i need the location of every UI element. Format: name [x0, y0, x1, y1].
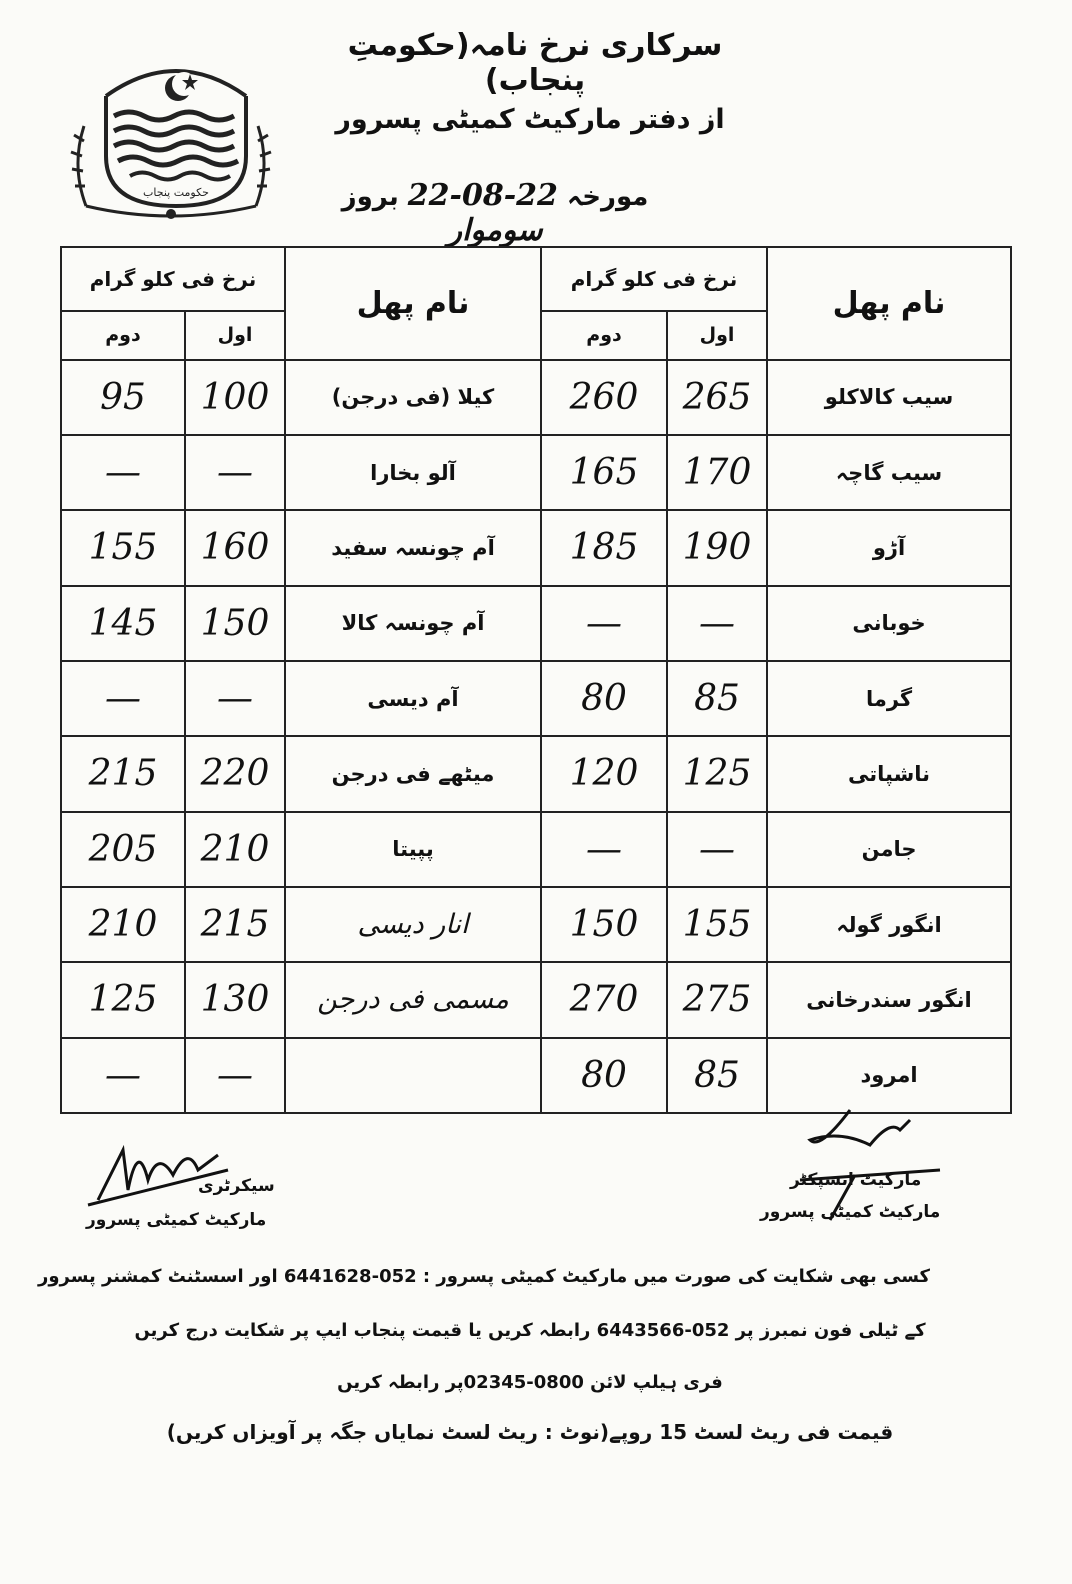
left-first-value: 100 [185, 360, 285, 435]
left-fruit-name: انار دیسی [285, 887, 541, 962]
right-first-header: اول [667, 311, 767, 359]
left-second-value: — [61, 435, 185, 510]
table-row [61, 736, 1011, 811]
table-row [61, 812, 1011, 887]
right-fruit-name: انگور سندرخانی [767, 962, 1011, 1037]
rate-table-body [61, 360, 1011, 1113]
right-first-value: 265 [667, 360, 767, 435]
right-fruit-name: انگور گولہ [767, 887, 1011, 962]
left-second-value: 95 [61, 360, 185, 435]
left-fruit-name: آم چونسہ کالا [285, 586, 541, 661]
left-first-value: 220 [185, 736, 285, 811]
left-first-value: 160 [185, 510, 285, 585]
left-fruit-name: پپیتا [285, 812, 541, 887]
right-first-value: 85 [667, 1038, 767, 1113]
left-first-value: 210 [185, 812, 285, 887]
right-second-value: 260 [541, 360, 667, 435]
right-first-value: 125 [667, 736, 767, 811]
rate-table [60, 246, 1012, 1114]
complaint-note-line2: کے ٹیلی فون نمبرز پر 052-6443566 رابطہ کریں یا قیمت پنجاب ایپ پر شکایت درج کریں [134, 1320, 926, 1341]
secretary-signature-block [78, 1130, 288, 1240]
right-fruit-name: ناشپاتی [767, 736, 1011, 811]
secretary-office: مارکیٹ کمیٹی پسرور [86, 1210, 267, 1230]
right-first-value: 155 [667, 887, 767, 962]
secretary-title: سیکرٹری [198, 1176, 275, 1196]
left-fruit-name: مسمی فی درجن [285, 962, 541, 1037]
left-second-value: — [61, 661, 185, 736]
right-fruit-name: خوبانی [767, 586, 1011, 661]
left-first-value: — [185, 1038, 285, 1113]
left-fruit-name: آم چونسہ سفید [285, 510, 541, 585]
right-second-value: 80 [541, 1038, 667, 1113]
left-second-header: دوم [61, 311, 185, 359]
table-row [61, 661, 1011, 736]
left-first-value: 215 [185, 887, 285, 962]
table-row [61, 887, 1011, 962]
punjab-government-emblem-icon [66, 56, 276, 226]
right-second-value: — [541, 586, 667, 661]
right-second-value: 185 [541, 510, 667, 585]
right-second-value: 165 [541, 435, 667, 510]
left-first-value: — [185, 661, 285, 736]
table-row [61, 962, 1011, 1037]
table-row [61, 510, 1011, 585]
left-fruit-name: آلو بخارا [285, 435, 541, 510]
left-first-value: 130 [185, 962, 285, 1037]
left-second-value: 145 [61, 586, 185, 661]
right-second-header: دوم [541, 311, 667, 359]
document-subtitle: از دفتر مارکیٹ کمیٹی پسرور [335, 104, 725, 135]
right-first-value: — [667, 812, 767, 887]
inspector-signature-block [760, 1090, 960, 1230]
helpline-note: فری ہیلپ لائن 0800-02345پر رابطہ کریں [337, 1372, 723, 1393]
table-header-row [61, 247, 1011, 311]
right-fruit-name: آڑو [767, 510, 1011, 585]
right-fruit-name: سیب کالاکلو [767, 360, 1011, 435]
inspector-title: مارکیٹ انسپکٹر [790, 1170, 922, 1190]
table-row [61, 435, 1011, 510]
right-fruit-name: جامن [767, 812, 1011, 887]
right-fruit-name: امرود [767, 1038, 1011, 1113]
right-rate-header: نرخ فی کلو گرام [541, 247, 767, 311]
document-date-line [290, 178, 700, 248]
left-fruit-name: آم دیسی [285, 661, 541, 736]
right-first-value: 85 [667, 661, 767, 736]
inspector-office: مارکیٹ کمیٹی پسرور [760, 1202, 941, 1222]
price-note: قیمت فی ریٹ لسٹ 15 روپے(نوٹ : ریٹ لسٹ نمایاں جگہ پر آویزاں کریں) [166, 1420, 894, 1444]
left-second-value: 125 [61, 962, 185, 1037]
right-second-value: 270 [541, 962, 667, 1037]
document-title: سرکاری نرخ نامہ(حکومتِ پنجاب) [347, 28, 723, 98]
left-fruit-name: میٹھے فی درجن [285, 736, 541, 811]
left-fruit-name: کیلا (فی درجن) [285, 360, 541, 435]
emblem-text: حکومت پنجاب [143, 186, 209, 199]
left-second-value: 210 [61, 887, 185, 962]
left-second-value: 205 [61, 812, 185, 887]
right-second-value: 150 [541, 887, 667, 962]
left-first-value: — [185, 435, 285, 510]
left-name-header: نام پھل [285, 247, 541, 360]
right-fruit-name: سیب گاچہ [767, 435, 1011, 510]
date-prefix: مورخہ [567, 182, 649, 212]
left-first-header: اول [185, 311, 285, 359]
left-second-value: 215 [61, 736, 185, 811]
day-value: سوموار [447, 213, 543, 248]
right-first-value: — [667, 586, 767, 661]
table-row [61, 360, 1011, 435]
left-second-value: — [61, 1038, 185, 1113]
right-second-value: 80 [541, 661, 667, 736]
right-fruit-name: گرما [767, 661, 1011, 736]
left-second-value: 155 [61, 510, 185, 585]
left-fruit-name [285, 1038, 541, 1113]
left-rate-header: نرخ فی کلو گرام [61, 247, 285, 311]
date-value: 22-08-22 [407, 178, 558, 213]
right-name-header: نام پھل [767, 247, 1011, 360]
right-second-value: 120 [541, 736, 667, 811]
right-first-value: 190 [667, 510, 767, 585]
left-first-value: 150 [185, 586, 285, 661]
complaint-note-line1: کسی بھی شکایت کی صورت میں مارکیٹ کمیٹی پسرور : 052-6441628 اور اسسٹنٹ کمشنر پسرور [37, 1266, 930, 1287]
right-first-value: 170 [667, 435, 767, 510]
right-first-value: 275 [667, 962, 767, 1037]
table-row [61, 586, 1011, 661]
day-prefix: بروز [341, 182, 399, 212]
right-second-value: — [541, 812, 667, 887]
